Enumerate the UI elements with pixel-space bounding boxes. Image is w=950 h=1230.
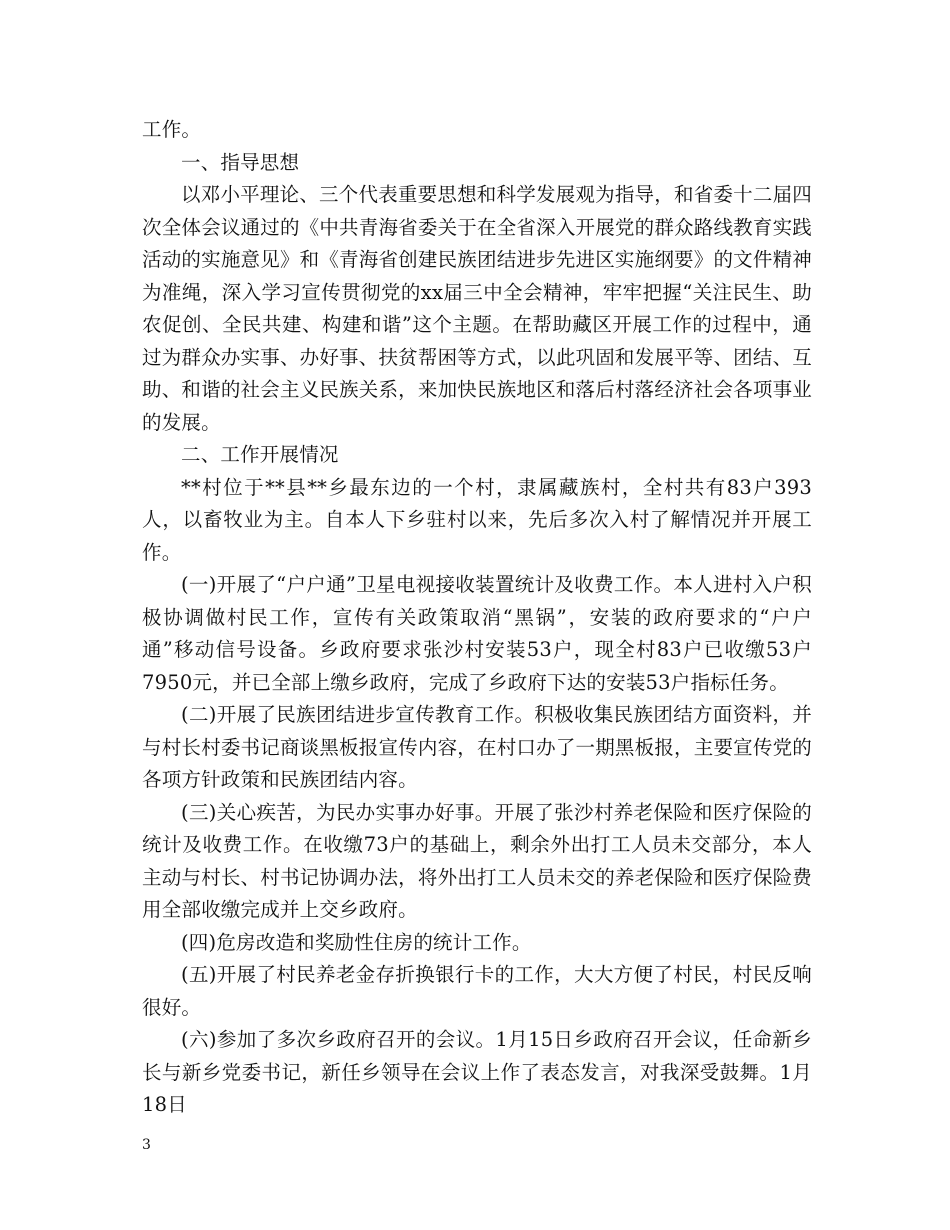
paragraph-village-overview: **村位于**县**乡最东边的一个村，隶属藏族村，全村共有83户393人，以畜牧业为主。自本人下乡驻村以来，先后多次入村了解情况并开展工作。	[142, 475, 812, 564]
section-heading-guiding-ideology: 一、指导思想	[181, 150, 300, 174]
page-number: 3	[142, 1137, 151, 1153]
paragraph-item-3: (三)关心疾苦，为民办实事办好事。开展了张沙村养老保险和医疗保险的统计及收费工作。在收缴73户的基础上，剩余外出打工人员未交部分，本人主动与村长、村书记协调办法，将外出打工人员未交的养老保险和医疗保险费用全部收缴完成并上交乡政府。	[142, 800, 812, 921]
paragraph-item-1: (一)开展了“户户通”卫星电视接收装置统计及收费工作。本人进村入户积极协调做村民工作，宣传有关政策取消“黑锅”，安装的政府要求的“户户通”移动信号设备。乡政府要求张沙村安装53户，现全村83户已收缴53户7950元，并已全部上缴乡政府，完成了乡政府下达的安装53户指标任务。	[142, 573, 812, 694]
paragraph-guiding-ideology: 以邓小平理论、三个代表重要思想和科学发展观为指导，和省委十二届四次全体会议通过的《中共青海省委关于在全省深入开展党的群众路线教育实践活动的实施意见》和《青海省创建民族团结进步先进区实施纲要》的文件精神为准绳，深入学习宣传贯彻党的xx届三中全会精神，牢牢把握“关注民生、助农促创、全民共建、构建和谐”这个主题。在帮助藏区开展工作的过程中，通过为群众办实事、办好事、扶贫帮困等方式，以此巩固和发展平等、团结、互助、和谐的社会主义民族关系，来加快民族地区和落后村落经济社会各项事业的发展。	[142, 183, 812, 434]
paragraph-item-4: (四)危房改造和奖励性住房的统计工作。	[181, 930, 532, 954]
paragraph-item-6: (六)参加了多次乡政府召开的会议。1月15日乡政府召开会议，任命新乡长与新乡党委书记，新任乡领导在会议上作了表态发言，对我深受鼓舞。1月18日	[142, 1028, 812, 1116]
section-heading-work-progress: 二、工作开展情况	[181, 443, 339, 466]
document-body	[142, 114, 812, 1122]
paragraph-item-2: (二)开展了民族团结进步宣传教育工作。积极收集民族团结方面资料，并与村长村委书记商谈黑板报宣传内容，在村口办了一期黑板报，主要宣传党的各项方针政策和民族团结内容。	[142, 703, 812, 791]
paragraph-continuation: 工作。	[142, 118, 202, 141]
paragraph-item-5: (五)开展了村民养老金存折换银行卡的工作，大大方便了村民，村民反响很好。	[142, 963, 812, 1019]
